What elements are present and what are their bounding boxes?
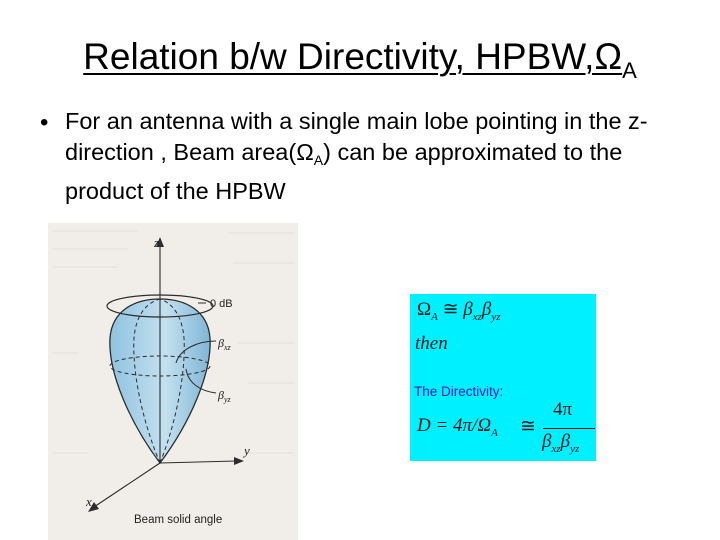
slide-title <box>0 34 720 94</box>
beta-yz-label: $\beta_{yz}$ <box>218 388 231 404</box>
directivity-label: The Directivity: <box>414 384 504 399</box>
fraction-bar <box>543 428 595 429</box>
y-axis-label: y <box>244 443 250 458</box>
bullet-text-after: ) can be approximated to the product of the HPBW <box>65 139 623 204</box>
title-omega: Ω <box>594 36 623 77</box>
then-word: then <box>415 333 448 354</box>
z-axis-label: z <box>154 235 160 250</box>
bullet-marker: • <box>40 109 49 136</box>
beam-area-equation: $\Omega_A$ ≅ $\beta_{xz}\beta_{yz}$ <box>417 299 501 323</box>
x-axis <box>94 463 160 507</box>
bullet-text <box>65 106 695 207</box>
bullet-subscript: A <box>313 152 324 168</box>
y-axis <box>160 461 236 463</box>
x-axis-label: x <box>86 494 92 509</box>
beta-xz-label: $\beta_{xz}$ <box>218 336 231 352</box>
title-subscript: A <box>622 58 637 83</box>
figure-caption: Beam solid angle <box>134 514 223 526</box>
fraction-denominator: $\beta_{xz}\beta_{yz}$ <box>542 431 580 455</box>
directivity-lhs: $D = 4\pi/\Omega_A$ <box>417 415 498 439</box>
bullet-omega: Ω <box>296 139 314 165</box>
fraction-numerator: 4π <box>553 399 573 420</box>
y-arrow-icon <box>234 457 244 465</box>
zero-db-label: 0 dB <box>210 298 233 310</box>
bullet-text-before: For an antenna with a single main lobe pointing in the z-direction , Beam area( <box>65 108 648 165</box>
beam-solid-angle-figure <box>48 223 298 540</box>
beam-diagram <box>48 223 298 540</box>
directivity-equation <box>417 399 595 459</box>
title-main: Relation b/w Directivity, HPBW, <box>83 36 595 77</box>
formula-box <box>410 294 596 461</box>
approx-sign: ≅ <box>520 416 536 437</box>
